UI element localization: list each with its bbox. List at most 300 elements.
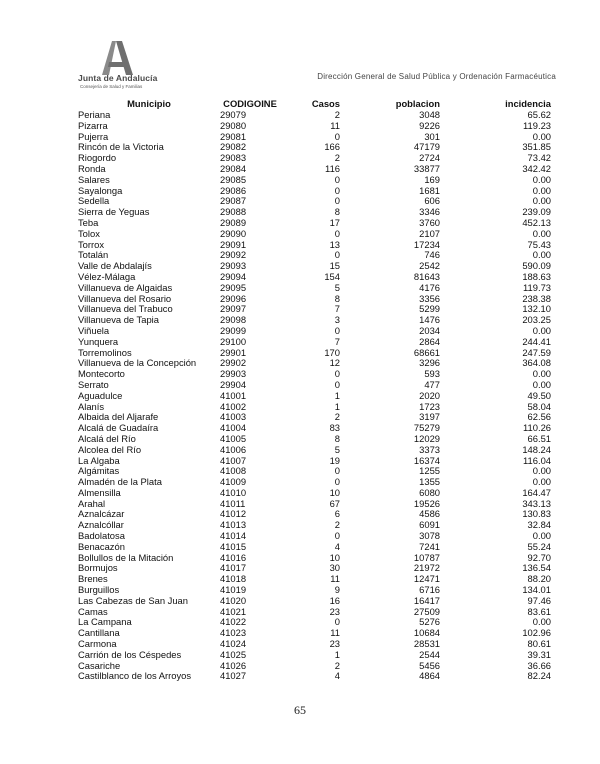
table-header-row <box>78 98 551 110</box>
cell-casos: 8 <box>334 292 340 304</box>
cell-codigoine: 41007 <box>220 454 247 466</box>
cell-codigoine: 41027 <box>220 670 247 682</box>
cell-casos: 8 <box>334 206 340 218</box>
cell-casos: 154 <box>324 270 340 282</box>
cell-poblacion: 3760 <box>419 216 440 228</box>
table-row <box>78 423 551 434</box>
table-row <box>78 358 551 369</box>
logo-subtitle: Consejería de Salud y Familias <box>80 84 143 89</box>
cell-municipio: Serrato <box>78 378 109 390</box>
cell-municipio: Algámitas <box>78 465 120 477</box>
cell-casos: 166 <box>324 141 340 153</box>
cell-incidencia: 92.70 <box>527 551 551 563</box>
cell-poblacion: 4176 <box>419 281 440 293</box>
table-row <box>78 110 551 121</box>
cell-municipio: Montecorto <box>78 368 125 380</box>
cell-incidencia: 32.84 <box>527 519 551 531</box>
cell-municipio: Yunquera <box>78 335 119 347</box>
cell-incidencia: 0.00 <box>532 378 551 390</box>
cell-municipio: Sedella <box>78 195 110 207</box>
cell-casos: 0 <box>334 368 340 380</box>
cell-poblacion: 2034 <box>419 324 440 336</box>
cell-casos: 13 <box>329 238 340 250</box>
table-row <box>78 186 551 197</box>
cell-incidencia: 66.51 <box>527 432 551 444</box>
cell-casos: 23 <box>329 638 340 650</box>
cell-casos: 9 <box>334 584 340 596</box>
cell-codigoine: 41021 <box>220 605 247 617</box>
cell-codigoine: 29099 <box>220 324 247 336</box>
cell-casos: 16 <box>329 594 340 606</box>
cell-municipio: Villanueva de la Concepción <box>78 357 197 369</box>
cell-municipio: Aznalcóllar <box>78 519 124 531</box>
cell-incidencia: 203.25 <box>522 314 551 326</box>
cell-casos: 5 <box>334 281 340 293</box>
cell-poblacion: 1681 <box>419 184 440 196</box>
cell-casos: 0 <box>334 130 340 142</box>
cell-codigoine: 29902 <box>220 357 247 369</box>
cell-municipio: Casariche <box>78 659 121 671</box>
cell-incidencia: 0.00 <box>532 227 551 239</box>
cell-codigoine: 29081 <box>220 130 247 142</box>
cell-poblacion: 606 <box>424 195 440 207</box>
cell-incidencia: 0.00 <box>532 249 551 261</box>
cell-municipio: Teba <box>78 216 99 228</box>
cell-codigoine: 29089 <box>220 216 247 228</box>
header-department: Dirección General de Salud Pública y Ordenación Farmacéutica <box>317 72 556 81</box>
cell-casos: 12 <box>329 357 340 369</box>
cell-incidencia: 452.13 <box>522 216 551 228</box>
cell-incidencia: 0.00 <box>532 476 551 488</box>
cell-incidencia: 238.38 <box>522 292 551 304</box>
cell-codigoine: 29100 <box>220 335 247 347</box>
cell-poblacion: 16417 <box>413 594 440 606</box>
table-row <box>78 509 551 520</box>
table-row <box>78 153 551 164</box>
cell-poblacion: 477 <box>424 378 440 390</box>
cell-poblacion: 12029 <box>413 432 440 444</box>
table-row <box>78 164 551 175</box>
cell-poblacion: 301 <box>424 130 440 142</box>
cell-poblacion: 1476 <box>419 314 440 326</box>
table-row <box>78 499 551 510</box>
cell-incidencia: 188.63 <box>522 270 551 282</box>
cell-poblacion: 7241 <box>419 540 440 552</box>
cell-casos: 0 <box>334 465 340 477</box>
cell-incidencia: 136.54 <box>522 562 551 574</box>
cell-casos: 0 <box>334 324 340 336</box>
cell-casos: 10 <box>329 551 340 563</box>
cell-poblacion: 10684 <box>413 627 440 639</box>
cell-codigoine: 29093 <box>220 260 247 272</box>
cell-codigoine: 29097 <box>220 303 247 315</box>
cell-incidencia: 0.00 <box>532 173 551 185</box>
cell-municipio: Ronda <box>78 162 106 174</box>
cell-casos: 116 <box>325 162 340 174</box>
cell-municipio: Alcalá del Río <box>78 432 136 444</box>
cell-municipio: Vélez-Málaga <box>78 270 136 282</box>
cell-incidencia: 0.00 <box>532 324 551 336</box>
cell-codigoine: 41014 <box>220 530 247 542</box>
table-row <box>78 563 551 574</box>
cell-municipio: Alcalá de Guadaíra <box>78 422 159 434</box>
cell-poblacion: 17234 <box>413 238 440 250</box>
cell-incidencia: 0.00 <box>532 368 551 380</box>
cell-incidencia: 80.61 <box>527 638 551 650</box>
cell-poblacion: 3346 <box>419 206 440 218</box>
cell-poblacion: 4586 <box>419 508 440 520</box>
table-row <box>78 229 551 240</box>
cell-casos: 83 <box>329 422 340 434</box>
cell-codigoine: 29094 <box>220 270 247 282</box>
cell-incidencia: 116.04 <box>523 454 551 466</box>
table-row <box>78 617 551 628</box>
cell-poblacion: 5276 <box>419 616 440 628</box>
cell-poblacion: 33877 <box>413 162 440 174</box>
cell-codigoine: 41008 <box>220 465 247 477</box>
table-row <box>78 553 551 564</box>
cell-poblacion: 2724 <box>419 152 440 164</box>
cell-casos: 30 <box>329 562 340 574</box>
table-row <box>78 240 551 251</box>
cell-codigoine: 29091 <box>220 238 247 250</box>
cell-codigoine: 29092 <box>220 249 247 261</box>
cell-casos: 5 <box>334 443 340 455</box>
table-row <box>78 434 551 445</box>
table-row <box>78 283 551 294</box>
cell-incidencia: 65.62 <box>527 109 551 120</box>
cell-municipio: Alanís <box>78 400 105 412</box>
cell-codigoine: 41016 <box>220 551 247 563</box>
cell-casos: 10 <box>329 486 340 498</box>
cell-casos: 1 <box>334 648 340 660</box>
cell-incidencia: 0.00 <box>532 184 551 196</box>
cell-casos: 15 <box>329 260 340 272</box>
cell-municipio: Riogordo <box>78 152 117 164</box>
cell-casos: 2 <box>334 659 340 671</box>
cell-incidencia: 75.43 <box>527 238 551 250</box>
cell-codigoine: 29085 <box>220 173 247 185</box>
cell-municipio: Villanueva del Trabuco <box>78 303 173 315</box>
table-row <box>78 628 551 639</box>
table-row <box>78 315 551 326</box>
cell-incidencia: 164.47 <box>522 486 551 498</box>
cell-municipio: Pizarra <box>78 119 108 131</box>
cell-codigoine: 29090 <box>220 227 247 239</box>
cell-incidencia: 102.96 <box>522 627 551 639</box>
cell-codigoine: 29087 <box>220 195 247 207</box>
cell-codigoine: 29079 <box>220 109 247 120</box>
cell-casos: 3 <box>334 314 340 326</box>
cell-codigoine: 29082 <box>220 141 247 153</box>
cell-poblacion: 3373 <box>419 443 440 455</box>
cell-incidencia: 239.09 <box>522 206 551 218</box>
cell-poblacion: 27509 <box>413 605 440 617</box>
cell-casos: 17 <box>329 216 340 228</box>
cell-codigoine: 29083 <box>220 152 247 164</box>
cell-municipio: Pujerra <box>78 130 109 142</box>
cell-municipio: Tolox <box>78 227 100 239</box>
page-number: 65 <box>294 703 306 717</box>
cell-municipio: Aguadulce <box>78 389 123 401</box>
cell-municipio: Carmona <box>78 638 117 650</box>
table-row <box>78 380 551 391</box>
cell-casos: 2 <box>334 519 340 531</box>
cell-municipio: Totalán <box>78 249 109 261</box>
cell-codigoine: 41001 <box>220 389 247 401</box>
cell-incidencia: 0.00 <box>532 530 551 542</box>
cell-poblacion: 10787 <box>413 551 440 563</box>
cell-municipio: Alcolea del Río <box>78 443 142 455</box>
cell-incidencia: 58.04 <box>527 400 551 412</box>
table-row <box>78 488 551 499</box>
cell-municipio: Salares <box>78 173 110 185</box>
cell-poblacion: 6091 <box>419 519 440 531</box>
cell-municipio: Villanueva del Rosario <box>78 292 172 304</box>
cell-poblacion: 6080 <box>419 486 440 498</box>
cell-incidencia: 247.59 <box>522 346 551 358</box>
cell-codigoine: 41018 <box>220 573 247 585</box>
cell-municipio: Valle de Abdalajís <box>78 260 152 272</box>
cell-municipio: Villanueva de Algaidas <box>78 281 173 293</box>
cell-poblacion: 3296 <box>419 357 440 369</box>
cell-incidencia: 351.85 <box>522 141 551 153</box>
cell-incidencia: 36.66 <box>527 659 551 671</box>
cell-municipio: Torrox <box>78 238 105 250</box>
cell-casos: 7 <box>334 335 340 347</box>
cell-poblacion: 47179 <box>413 141 440 153</box>
cell-codigoine: 41019 <box>220 584 247 596</box>
cell-casos: 11 <box>330 119 340 131</box>
cell-municipio: Bormujos <box>78 562 118 574</box>
cell-casos: 0 <box>334 378 340 390</box>
cell-municipio: Arahal <box>78 497 106 509</box>
table-row <box>78 596 551 607</box>
cell-municipio: Sayalonga <box>78 184 123 196</box>
column-header-incidencia: incidencia <box>505 98 551 109</box>
cell-poblacion: 1355 <box>419 476 440 488</box>
cell-codigoine: 41004 <box>220 422 247 434</box>
cell-municipio: Villanueva de Tapia <box>78 314 159 326</box>
cell-casos: 1 <box>334 389 340 401</box>
table-row <box>78 574 551 585</box>
cell-codigoine: 29904 <box>220 378 247 390</box>
cell-poblacion: 2864 <box>419 335 440 347</box>
cell-casos: 67 <box>329 497 340 509</box>
cell-poblacion: 68661 <box>413 346 440 358</box>
cell-incidencia: 73.42 <box>527 152 551 164</box>
cell-casos: 4 <box>334 670 340 682</box>
column-header-poblacion: poblacion <box>395 98 440 109</box>
cell-codigoine: 41003 <box>220 411 247 423</box>
cell-casos: 0 <box>334 227 340 239</box>
cell-poblacion: 1723 <box>419 400 440 412</box>
cell-casos: 2 <box>334 411 340 423</box>
cell-municipio: Cantillana <box>78 627 120 639</box>
cell-poblacion: 75279 <box>413 422 440 434</box>
cell-incidencia: 110.26 <box>523 422 551 434</box>
cell-municipio: Aznalcázar <box>78 508 125 520</box>
cell-poblacion: 28531 <box>413 638 440 650</box>
cell-codigoine: 41006 <box>220 443 247 455</box>
table-row <box>78 121 551 132</box>
cell-incidencia: 39.31 <box>527 648 551 660</box>
cell-municipio: Sierra de Yeguas <box>78 206 150 218</box>
cell-incidencia: 244.41 <box>522 335 551 347</box>
cell-incidencia: 343.13 <box>522 497 551 509</box>
table-row <box>78 456 551 467</box>
cell-municipio: Camas <box>78 605 108 617</box>
cell-casos: 19 <box>329 454 340 466</box>
andalucia-logo-icon <box>98 40 134 76</box>
cell-municipio: Almadén de la Plata <box>78 476 162 488</box>
cell-incidencia: 0.00 <box>532 465 551 477</box>
table-row <box>78 207 551 218</box>
cell-municipio: Castilblanco de los Arroyos <box>78 670 192 682</box>
cell-incidencia: 82.24 <box>527 670 551 682</box>
cell-incidencia: 49.50 <box>527 389 551 401</box>
cell-poblacion: 4864 <box>419 670 440 682</box>
cell-casos: 8 <box>334 432 340 444</box>
column-header-codigoine: CODIGOINE <box>223 98 277 109</box>
cell-codigoine: 41022 <box>220 616 247 628</box>
table-row <box>78 531 551 542</box>
cell-incidencia: 130.83 <box>522 508 551 520</box>
cell-poblacion: 2542 <box>419 260 440 272</box>
cell-codigoine: 41024 <box>220 638 247 650</box>
cell-incidencia: 342.42 <box>522 162 551 174</box>
cell-municipio: Periana <box>78 109 111 120</box>
cell-incidencia: 148.24 <box>522 443 551 455</box>
cell-casos: 2 <box>334 152 340 164</box>
cell-casos: 0 <box>334 616 340 628</box>
cell-casos: 1 <box>334 400 340 412</box>
table-row <box>78 326 551 337</box>
cell-codigoine: 41012 <box>220 508 247 520</box>
cell-codigoine: 41017 <box>220 562 247 574</box>
cell-poblacion: 3356 <box>419 292 440 304</box>
cell-municipio: Brenes <box>78 573 108 585</box>
cell-poblacion: 6716 <box>419 584 440 596</box>
table-row <box>78 671 551 682</box>
cell-casos: 7 <box>334 303 340 315</box>
cell-municipio: Albaida del Aljarafe <box>78 411 159 423</box>
cell-casos: 2 <box>334 109 340 120</box>
cell-codigoine: 41010 <box>220 486 247 498</box>
cell-casos: 0 <box>334 249 340 261</box>
cell-poblacion: 81643 <box>413 270 440 282</box>
cell-poblacion: 16374 <box>413 454 440 466</box>
cell-municipio: Torremolinos <box>78 346 132 358</box>
cell-codigoine: 41005 <box>220 432 247 444</box>
cell-codigoine: 41025 <box>220 648 247 660</box>
cell-codigoine: 29080 <box>220 119 247 131</box>
cell-poblacion: 5456 <box>419 659 440 671</box>
cell-municipio: Carrión de los Céspedes <box>78 648 182 660</box>
cell-incidencia: 62.56 <box>527 411 551 423</box>
cell-incidencia: 119.23 <box>523 119 551 131</box>
cell-casos: 11 <box>330 627 340 639</box>
cell-codigoine: 41002 <box>220 400 247 412</box>
table-row <box>78 261 551 272</box>
cell-casos: 0 <box>334 184 340 196</box>
table-row <box>78 369 551 380</box>
cell-incidencia: 364.08 <box>522 357 551 369</box>
cell-incidencia: 0.00 <box>532 616 551 628</box>
cell-casos: 11 <box>330 573 340 585</box>
cell-municipio: Almensilla <box>78 486 121 498</box>
cell-incidencia: 83.61 <box>527 605 551 617</box>
cell-poblacion: 3078 <box>419 530 440 542</box>
cell-casos: 6 <box>334 508 340 520</box>
cell-codigoine: 29086 <box>220 184 247 196</box>
cell-codigoine: 41020 <box>220 594 247 606</box>
cell-municipio: La Campana <box>78 616 132 628</box>
incidence-table <box>78 98 551 682</box>
cell-incidencia: 97.46 <box>527 594 551 606</box>
cell-incidencia: 119.73 <box>523 281 551 293</box>
cell-municipio: Rincón de la Victoria <box>78 141 164 153</box>
cell-incidencia: 55.24 <box>527 540 551 552</box>
table-row <box>78 175 551 186</box>
cell-incidencia: 590.09 <box>522 260 551 272</box>
table-row <box>78 650 551 661</box>
cell-casos: 170 <box>324 346 340 358</box>
column-header-municipio: Municipio <box>127 98 171 109</box>
table-row <box>78 445 551 456</box>
cell-codigoine: 41026 <box>220 659 247 671</box>
cell-codigoine: 41013 <box>220 519 247 531</box>
cell-casos: 0 <box>334 173 340 185</box>
cell-poblacion: 2544 <box>419 648 440 660</box>
cell-codigoine: 29903 <box>220 368 247 380</box>
cell-casos: 0 <box>334 195 340 207</box>
cell-municipio: Bollullos de la Mitación <box>78 551 174 563</box>
logo-title: Junta de Andalucía <box>78 73 158 83</box>
cell-municipio: Burguillos <box>78 584 120 596</box>
table-row <box>78 337 551 348</box>
cell-poblacion: 593 <box>424 368 440 380</box>
cell-casos: 0 <box>334 530 340 542</box>
cell-poblacion: 21972 <box>413 562 440 574</box>
column-header-casos: Casos <box>311 98 340 109</box>
cell-codigoine: 29095 <box>220 281 247 293</box>
cell-municipio: La Algaba <box>78 454 120 466</box>
cell-municipio: Las Cabezas de San Juan <box>78 594 188 606</box>
cell-casos: 4 <box>334 540 340 552</box>
cell-codigoine: 29901 <box>220 346 247 358</box>
cell-codigoine: 29088 <box>220 206 247 218</box>
cell-casos: 23 <box>329 605 340 617</box>
cell-codigoine: 41023 <box>220 627 247 639</box>
cell-poblacion: 12471 <box>413 573 440 585</box>
cell-poblacion: 2020 <box>419 389 440 401</box>
cell-codigoine: 29084 <box>220 162 247 174</box>
cell-municipio: Viñuela <box>78 324 110 336</box>
cell-incidencia: 134.01 <box>522 584 551 596</box>
cell-poblacion: 19526 <box>413 497 440 509</box>
cell-codigoine: 41009 <box>220 476 247 488</box>
cell-incidencia: 0.00 <box>532 195 551 207</box>
table-body <box>78 110 551 682</box>
cell-poblacion: 1255 <box>419 465 440 477</box>
cell-codigoine: 29098 <box>220 314 247 326</box>
table-row <box>78 607 551 618</box>
table-row <box>78 142 551 153</box>
cell-incidencia: 0.00 <box>532 130 551 142</box>
cell-codigoine: 29096 <box>220 292 247 304</box>
table-row <box>78 391 551 402</box>
